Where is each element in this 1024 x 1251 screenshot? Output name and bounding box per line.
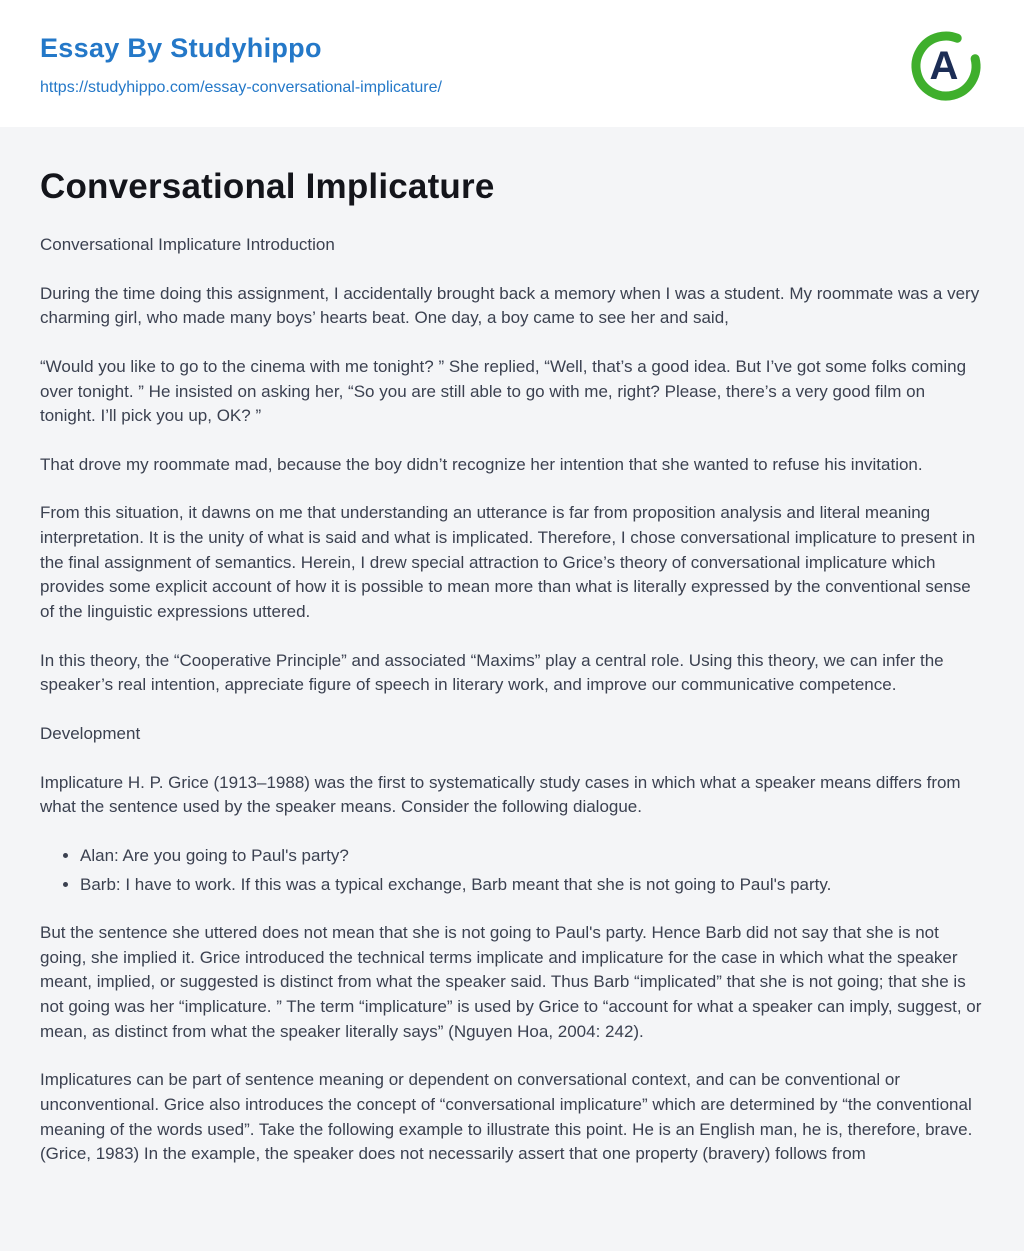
dialogue-list-item: • Alan: Are you going to Paul's party?: [80, 844, 984, 869]
logo-letter: A: [929, 44, 959, 88]
site-title: Essay By Studyhippo: [40, 33, 322, 63]
studyhippo-logo-icon: [908, 28, 984, 104]
essay-paragraph: In this theory, the “Cooperative Principle” and associated “Maxims” play a central role. Using this theory, we can infer the speaker’s real intention, appreciate figure of speech in literary work, and improve our communicative competence.: [40, 650, 944, 695]
dialogue-list-item: • Barb: I have to work. If this was a typical exchange, Barb meant that she is not going to Paul's party.: [80, 873, 984, 898]
dialogue-list: [64, 844, 984, 897]
essay-content: [0, 127, 1024, 1251]
essay-paragraph: That drove my roommate mad, because the boy didn’t recognize her intention that she wanted to refuse his invitation.: [40, 454, 923, 474]
essay-section-heading: Development: [40, 723, 141, 743]
essay-title: Conversational Implicature: [40, 167, 495, 206]
site-header: [0, 0, 1024, 127]
essay-paragraph-intro-label: Conversational Implicature Introduction: [40, 235, 335, 254]
essay-paragraph: But the sentence she uttered does not mean that she is not going to Paul's party. Hence Barb did not say that she is not going, she implied it. Grice introduced the technical terms implicate and implicature for the case in which what the speaker meant, implied, or suggested is distinct from what the speaker said. Thus Barb “implicated” that she is not going; that she is not going was her “implicature. ” The term “implicature” is used by Grice to “account for what a speaker can imply, suggest, or mean, as distinct from what the speaker literally says” (Nguyen Hoa, 2004: 242).: [40, 923, 982, 1041]
essay-paragraph: From this situation, it dawns on me that understanding an utterance is far from proposition analysis and literal meaning interpretation. It is the unity of what is said and what is implicated. Therefore, I chose conversational implicature to present in the final assignment of semantics. Herein, I drew special attraction to Grice’s theory of conversational implicature which provides some explicit account of how it is possible to mean more than what is literally expressed by the conventional sense of the linguistic expressions uttered.: [40, 503, 976, 622]
essay-paragraph: Implicature H. P. Grice (1913–1988) was the first to systematically study cases in which what a speaker means differs from what the sentence used by the speaker means. Consider the following dialogue.: [40, 772, 961, 817]
essay-paragraph: Implicatures can be part of sentence meaning or dependent on conversational context, and can be conventional or unconventional. Grice also introduces the concept of “conversational implicature” which are determined by “the conventional meaning of the words used”. Take the following example to illustrate this point. He is an English man, he is, therefore, brave. (Grice, 1983) In the example, the speaker does not necessarily assert that one property (bravery) follows from: [40, 1070, 973, 1164]
essay-paragraph: During the time doing this assignment, I accidentally brought back a memory when I was a student. My roommate was a very charming girl, who made many boys’ hearts beat. One day, a boy came to see her and said,: [40, 283, 980, 328]
essay-paragraph: “Would you like to go to the cinema with me tonight? ” She replied, “Well, that’s a good idea. But I’ve got some folks coming over tonight. ” He insisted on asking her, “So you are still able to go with me, right? Please, there’s a very good film on tonight. I’ll pick you up, OK? ”: [40, 356, 967, 426]
header-text: [40, 34, 442, 97]
essay-url-link[interactable]: https://studyhippo.com/essay-conversational-implicature/: [40, 78, 442, 96]
